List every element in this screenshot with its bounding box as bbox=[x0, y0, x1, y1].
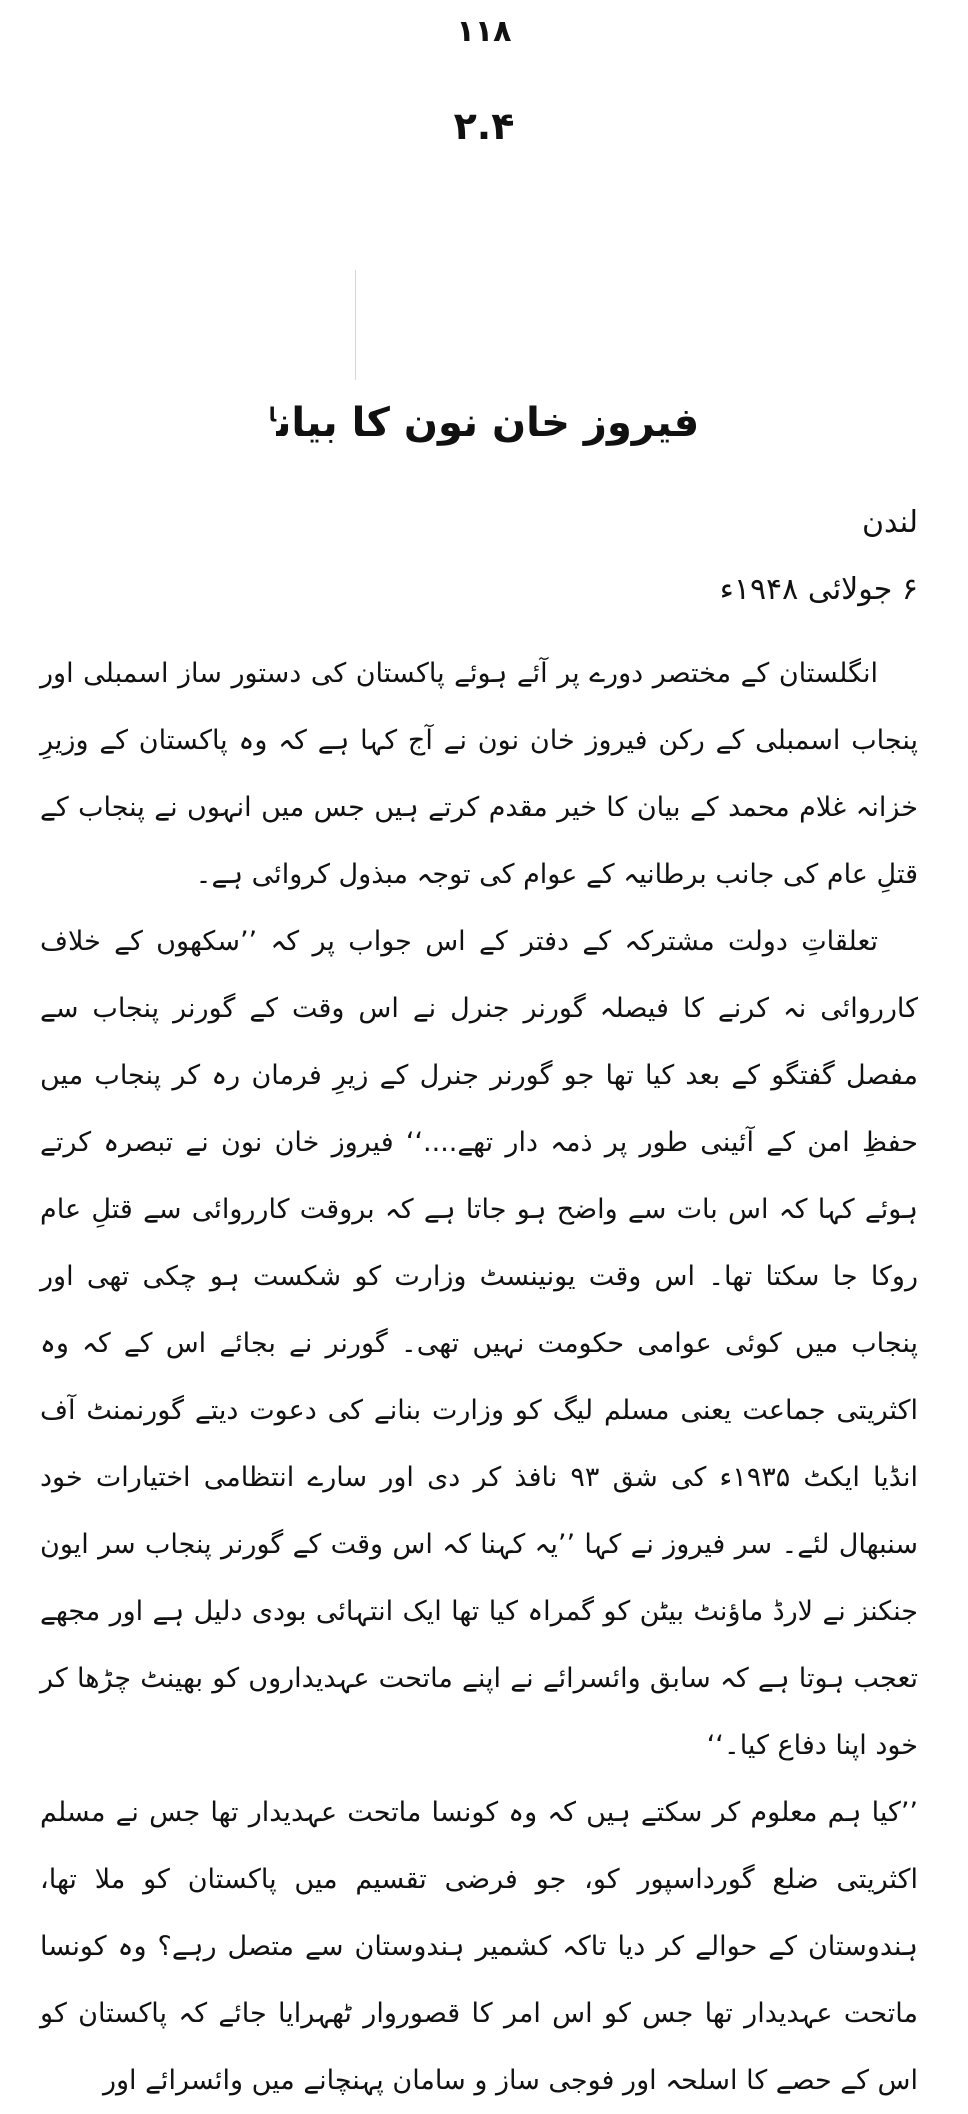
document-number: ۲.۴ bbox=[453, 104, 515, 148]
page-number: ۱۱۸ bbox=[456, 14, 512, 49]
paragraph: انگلستان کے مختصر دورے پر آئے ہوئے پاکستان کی دستور ساز اسمبلی اور پنجاب اسمبلی کے رکن فیروز خان نون نے آج کہا ہے کہ وہ پاکستان کے وزیرِ خزانہ غلام محمد کے بیان کا خیر مقدم کرتے ہیں جس میں انہوں نے پنجاب کے قتلِ عام کی جانب برطانیہ کے عوام کی توجہ مبذول کروائی ہے۔ bbox=[40, 658, 918, 890]
dateline-date: ۶ جولائی ۱۹۴۸ء bbox=[719, 572, 918, 607]
body-text bbox=[40, 640, 918, 2114]
title-footnote-marker: ا bbox=[268, 402, 277, 427]
scan-artifact-line bbox=[355, 270, 356, 380]
paragraph: تعلقاتِ دولت مشترکہ کے دفتر کے اس جواب پر کہ ’’سکھوں کے خلاف کارروائی نہ کرنے کا فیصلہ گورنر جنرل نے اس وقت کے گورنر پنجاب سے مفصل گفتگو کے بعد کیا تھا جو گورنر جنرل کے زیرِ فرمان رہ کر پنجاب میں حفظِ امن کے آئینی طور پر ذمہ دار تھے....‘‘ فیروز خان نون نے تبصرہ کرتے ہوئے کہا کہ اس بات سے واضح ہو جاتا ہے کہ بروقت کارروائی سے قتلِ عام روکا جا سکتا تھا۔ اس وقت یونینسٹ وزارت کو شکست ہو چکی تھی اور پنجاب میں کوئی عوامی حکومت نہیں تھی۔ گورنر نے بجائے اس کے کہ وہ اکثریتی جماعت یعنی مسلم لیگ کو وزارت بنانے کی دعوت دیتے گورنمنٹ آف انڈیا ایکٹ ۱۹۳۵ء کی شق ۹۳ نافذ کر دی اور سارے انتظامی اختیارات خود سنبھال لئے۔ سر فیروز نے کہا ’’یہ کہنا کہ اس وقت کے گورنر پنجاب سر ایون جنکنز نے لارڈ ماؤنٹ بیٹن کو گمراہ کیا تھا ایک انتہائی بودی دلیل ہے اور مجھے تعجب ہوتا ہے کہ سابق وائسرائے نے اپنے ماتحت عہدیداروں کو بھینٹ چڑھا کر خود اپنا دفاع کیا۔‘‘ bbox=[40, 926, 918, 1761]
title-text: فیروز خان نون کا بیان bbox=[276, 400, 700, 446]
paragraph: ’’کیا ہم معلوم کر سکتے ہیں کہ وہ کونسا ماتحت عہدیدار تھا جس نے مسلم اکثریتی ضلع گورداسپور کو، جو فرضی تقسیم میں پاکستان کو ملا تھا، ہندوستان کے حوالے کر دیا تاکہ کشمیر ہندوستان سے متصل رہے؟ وہ کونسا ماتحت عہدیدار تھا جس کو اس امر کا قصوروار ٹھہرایا جائے کہ پاکستان کو اس کے حصے کا اسلحہ اور فوجی ساز و سامان پہنچانے میں وائسرائے اور bbox=[40, 1797, 918, 2096]
document-title bbox=[0, 400, 968, 446]
dateline-place: لندن bbox=[862, 505, 918, 540]
